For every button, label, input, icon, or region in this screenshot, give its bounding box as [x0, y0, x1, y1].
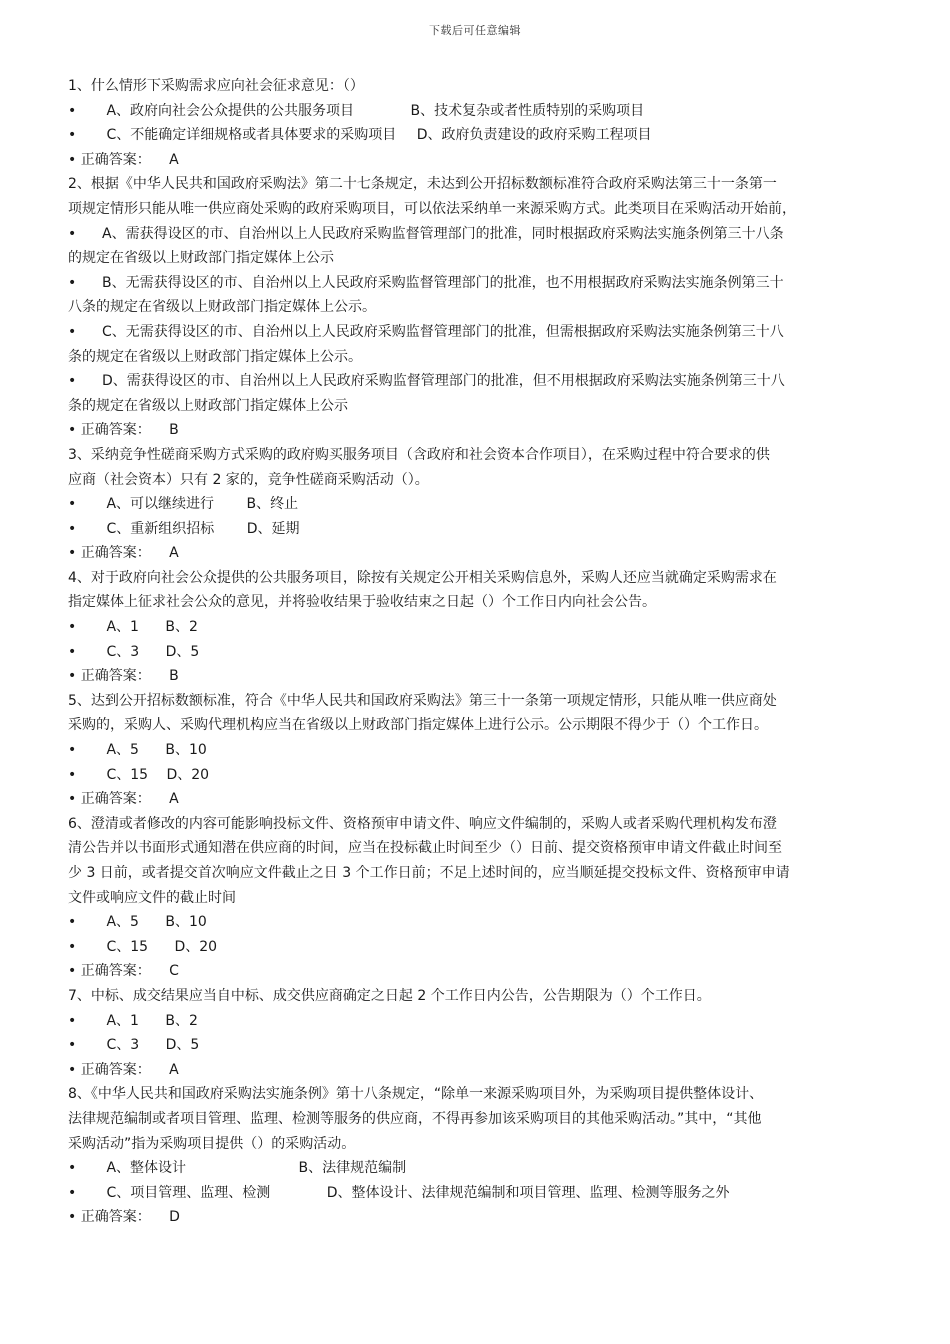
option-d: D、5 [165, 1037, 200, 1054]
question-5-options-row-2 [68, 763, 890, 788]
answer-label: 正确答案： [80, 422, 151, 439]
option-c: C、无需获得设区的市、自治州以上人民政府采购监督管理部门的批准，但需根据政府采购法实施条例第三十八 [102, 323, 784, 340]
question-2-option-b-line-1 [68, 271, 890, 296]
option-a: A、1 [106, 1012, 139, 1029]
question-4-answer [68, 664, 890, 689]
option-a: A、1 [106, 619, 139, 636]
bullet: • [68, 1037, 77, 1054]
question-6-text-line-1: 6、澄清或者修改的内容可能影响投标文件、资格预审申请文件、响应文件编制的，采购人或者采购代理机构发布澄 [68, 815, 777, 832]
answer-value: C [169, 963, 179, 980]
question-2-text-line-1: 2、根据《中华人民共和国政府采购法》第二十七条规定，未达到公开招标数额标准符合政府采购法第三十一条第一 [68, 176, 777, 193]
option-d: D、整体设计、法律规范编制和项目管理、监理、检测等服务之外 [326, 1184, 730, 1201]
option-b: B、10 [165, 742, 207, 759]
bullet: • [68, 151, 77, 168]
bullet: • [68, 225, 77, 242]
answer-label: 正确答案： [80, 151, 151, 168]
answer-value: B [169, 668, 179, 685]
question-2-text-line-2: 项规定情形只能从唯一供应商处采购的政府采购项目，可以依法采纳单一来源采购方式。此类项目在采购活动开始前， [68, 200, 796, 217]
question-6-text-line-4: 文件或响应文件的截止时间 [68, 889, 236, 906]
bullet: • [68, 1160, 77, 1177]
option-b: B、2 [165, 619, 198, 636]
question-7-text: 7、中标、成交结果应当自中标、成交供应商确定之日起 2 个工作日内公告，公告期限为（）个工作日。 [68, 987, 711, 1004]
question-6-answer [68, 959, 890, 984]
question-7-options-row-2 [68, 1033, 890, 1058]
question-8-answer [68, 1205, 890, 1230]
option-b: B、10 [165, 914, 207, 931]
answer-label: 正确答案： [80, 545, 151, 562]
question-1-text: 1、什么情形下采购需求应向社会征求意见：（） [68, 78, 364, 94]
bullet: • [68, 496, 77, 513]
bullet: • [68, 102, 77, 119]
answer-value: A [169, 1061, 179, 1078]
question-4-text-line-1: 4、对于政府向社会公众提供的公共服务项目，除按有关规定公开相关采购信息外，采购人还应当就确定采购需求在 [68, 569, 777, 586]
question-2-answer [68, 418, 890, 443]
bullet: • [68, 791, 77, 808]
question-7-options-row-1 [68, 1009, 890, 1034]
option-d: D、政府负责建设的政府采购工程项目 [416, 127, 652, 144]
option-d: D、20 [166, 766, 210, 783]
question-4-options-row-1 [68, 615, 890, 640]
option-a: A、可以继续进行 [106, 496, 215, 513]
question-5-text-line-2: 采购的，采购人、采购代理机构应当在省级以上财政部门指定媒体上进行公示。公示期限不得少于（）个工作日。 [68, 717, 768, 734]
option-b: B、终止 [246, 496, 299, 513]
question-list [68, 74, 890, 1230]
bullet: • [68, 1209, 77, 1226]
question-1-answer [68, 148, 890, 173]
option-c: C、15 [106, 938, 149, 955]
option-a: A、5 [106, 914, 139, 931]
option-b: B、法律规范编制 [298, 1160, 407, 1177]
bullet: • [68, 1184, 77, 1201]
question-7-answer [68, 1058, 890, 1083]
question-2-option-c-line-1 [68, 320, 890, 345]
bullet: • [68, 373, 77, 390]
question-3-text-line-1: 3、采纳竞争性磋商采购方式采购的政府购买服务项目（含政府和社会资本合作项目），在采购过程中符合要求的供 [68, 446, 770, 463]
question-6-options-row-2 [68, 935, 890, 960]
question-8-options-row-1 [68, 1156, 890, 1181]
option-c: C、3 [106, 1037, 140, 1054]
question-5-answer [68, 787, 890, 812]
answer-value: A [169, 151, 179, 168]
answer-label: 正确答案： [80, 963, 151, 980]
question-6-text-line-3: 少 3 日前，或者提交首次响应文件截止之日 3 个工作日前；不足上述时间的，应当顺延提交投标文件、资格预审申请 [68, 865, 790, 881]
question-2-option-b-line-2: 八条的规定在省级以上财政部门指定媒体上公示。 [68, 299, 376, 316]
option-a: A、需获得设区的市、自治州以上人民政府采购监督管理部门的批准，同时根据政府采购法实施条例第三十八条 [102, 225, 784, 242]
question-4-options-row-2 [68, 640, 890, 665]
question-3-text-line-2: 应商（社会资本）只有 2 家的，竞争性磋商采购活动（）。 [68, 471, 429, 488]
option-c: C、项目管理、监理、检测 [106, 1184, 271, 1201]
bullet: • [68, 766, 77, 783]
question-1-options-row-1 [68, 99, 890, 124]
page-header: 下载后可任意编辑 [429, 24, 521, 37]
bullet: • [68, 127, 77, 144]
option-b: B、2 [165, 1012, 198, 1029]
bullet: • [68, 422, 77, 439]
option-a: A、整体设计 [106, 1160, 187, 1177]
answer-label: 正确答案： [80, 1061, 151, 1078]
question-8-options-row-2 [68, 1181, 890, 1206]
question-2-option-a-line-2: 的规定在省级以上财政部门指定媒体上公示 [68, 250, 334, 267]
question-5-text-line-1: 5、达到公开招标数额标准，符合《中华人民共和国政府采购法》第三十一条第一项规定情形，只能从唯一供应商处 [68, 692, 777, 709]
option-a: A、5 [106, 742, 139, 759]
question-6-options-row-1 [68, 910, 890, 935]
option-b: B、无需获得设区的市、自治州以上人民政府采购监督管理部门的批准，也不用根据政府采购法实施条例第三十 [102, 274, 784, 291]
bullet: • [68, 1061, 77, 1078]
bullet: • [68, 938, 77, 955]
option-c: C、15 [106, 766, 149, 783]
bullet: • [68, 274, 77, 291]
option-b: B、技术复杂或者性质特别的采购项目 [410, 102, 645, 119]
bullet: • [68, 668, 77, 685]
answer-value: A [169, 791, 179, 808]
question-2-option-a-line-1 [68, 222, 890, 247]
answer-label: 正确答案： [80, 791, 151, 808]
answer-label: 正确答案： [80, 1209, 151, 1226]
question-8-text-line-3: 采购活动”指为采购项目提供（）的采购活动。 [68, 1135, 356, 1152]
question-3-answer [68, 541, 890, 566]
question-4-text-line-2: 指定媒体上征求社会公众的意见，并将验收结果于验收结束之日起（）个工作日内向社会公告。 [68, 594, 656, 611]
question-2-option-d-line-1 [68, 369, 890, 394]
question-8-text-line-1: 8、《中华人民共和国政府采购法实施条例》第十八条规定，“除单一来源采购项目外，为采购项目提供整体设计、 [68, 1086, 764, 1103]
option-a: A、政府向社会公众提供的公共服务项目 [106, 102, 355, 119]
question-8-text-line-2: 法律规范编制或者项目管理、监理、检测等服务的供应商，不得再参加该采购项目的其他采购活动。”其中，“其他 [68, 1110, 762, 1127]
answer-label: 正确答案： [80, 668, 151, 685]
question-3-options-row-2 [68, 517, 890, 542]
question-2-option-c-line-2: 条的规定在省级以上财政部门指定媒体上公示。 [68, 348, 362, 365]
answer-value: B [169, 422, 179, 439]
option-c: C、3 [106, 643, 140, 660]
option-c: C、重新组织招标 [106, 520, 215, 537]
bullet: • [68, 1012, 77, 1029]
question-1-options-row-2 [68, 123, 890, 148]
question-6-text-line-2: 清公告并以书面形式通知潜在供应商的时间，应当在投标截止时间至少（）日前、提交资格预审申请文件截止时间至 [68, 840, 782, 857]
bullet: • [68, 323, 77, 340]
bullet: • [68, 742, 77, 759]
option-d: D、20 [174, 938, 218, 955]
question-5-options-row-1 [68, 738, 890, 763]
option-c: C、不能确定详细规格或者具体要求的采购项目 [106, 127, 397, 144]
bullet: • [68, 619, 77, 636]
question-3-options-row-1 [68, 492, 890, 517]
option-d: D、需获得设区的市、自治州以上人民政府采购监督管理部门的批准，但不用根据政府采购法实施条例第三十八 [102, 373, 785, 390]
bullet: • [68, 643, 77, 660]
answer-value: D [169, 1209, 180, 1226]
answer-value: A [169, 545, 179, 562]
question-2-option-d-line-2: 条的规定在省级以上财政部门指定媒体上公示 [68, 397, 348, 414]
bullet: • [68, 545, 77, 562]
bullet: • [68, 520, 77, 537]
option-d: D、延期 [246, 520, 300, 537]
option-d: D、5 [165, 643, 200, 660]
bullet: • [68, 914, 77, 931]
bullet: • [68, 963, 77, 980]
